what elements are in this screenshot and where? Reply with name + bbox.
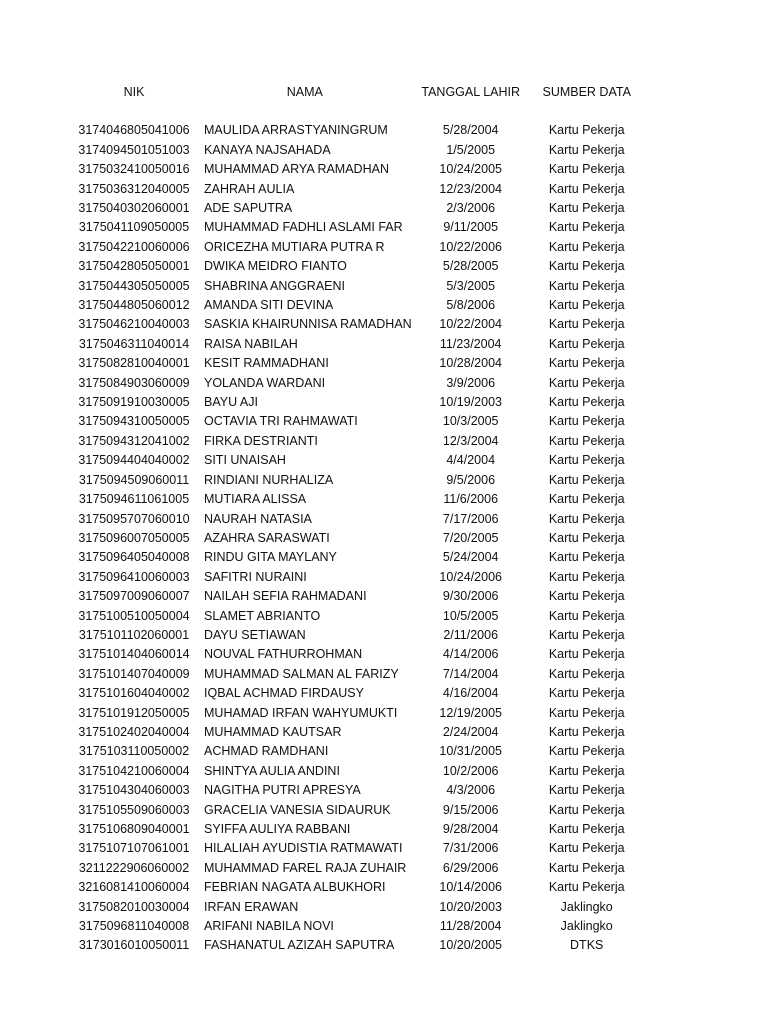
sumber-data-cell: Kartu Pekerja: [548, 763, 625, 778]
nama-cell: NOUVAL FATHURROHMAN: [204, 647, 363, 662]
nama-cell: AMANDA SITI DEVINA: [204, 298, 334, 313]
nik-cell: 3175094312041002: [78, 433, 190, 448]
tanggal-lahir-cell: 10/20/2003: [439, 899, 502, 914]
sumber-data-cell: Kartu Pekerja: [548, 880, 625, 895]
table-row: [70, 141, 644, 160]
table-row: [70, 704, 644, 723]
nama-cell: RAISA NABILAH: [204, 336, 298, 351]
tanggal-lahir-cell: 5/3/2005: [446, 278, 496, 293]
nik-cell: 3175097009060007: [78, 589, 190, 604]
header-spacer: [70, 102, 644, 121]
nik-cell: 3175042805050001: [78, 259, 190, 274]
table-row: [70, 568, 644, 587]
sumber-data-cell: Kartu Pekerja: [548, 492, 625, 507]
sumber-data-cell: Kartu Pekerja: [548, 375, 625, 390]
tanggal-lahir-cell: 3/9/2006: [446, 375, 496, 390]
sumber-data-cell: Kartu Pekerja: [548, 356, 625, 371]
nik-cell: 3175040302060001: [78, 201, 190, 216]
sumber-data-cell: Kartu Pekerja: [548, 724, 625, 739]
nama-cell: ARIFANI NABILA NOVI: [204, 919, 334, 934]
table-row: [70, 160, 644, 179]
nama-cell: GRACELIA VANESIA SIDAURUK: [204, 802, 391, 817]
nik-cell: 3174094501051003: [78, 142, 190, 157]
nik-cell: 3175082010030004: [78, 899, 190, 914]
header-nik: NIK: [123, 85, 145, 99]
sumber-data-cell: Kartu Pekerja: [548, 162, 625, 177]
nama-cell: KESIT RAMMADHANI: [204, 356, 329, 371]
table-row: [70, 490, 644, 509]
nik-cell: 3175102402040004: [78, 724, 190, 739]
sumber-data-cell: Jaklingko: [560, 899, 613, 914]
tanggal-lahir-cell: 10/5/2005: [442, 608, 499, 623]
tanggal-lahir-cell: 9/11/2005: [443, 220, 499, 235]
nama-cell: SHINTYA AULIA ANDINI: [204, 763, 340, 778]
nama-cell: DWIKA MEIDRO FIANTO: [204, 259, 347, 274]
nik-cell: 3175044805060012: [78, 298, 190, 313]
table-row: [70, 548, 644, 567]
nik-cell: 3211222906060002: [78, 860, 190, 875]
tanggal-lahir-cell: 5/28/2004: [442, 123, 499, 138]
sumber-data-cell: Kartu Pekerja: [548, 259, 625, 274]
nama-cell: MUTIARA ALISSA: [204, 492, 307, 507]
nik-cell: 3175042210060006: [78, 239, 190, 254]
nama-cell: ADE SAPUTRA: [204, 201, 293, 216]
tanggal-lahir-cell: 4/3/2006: [446, 783, 496, 798]
nama-cell: NAILAH SEFIA RAHMADANI: [204, 589, 367, 604]
table-row: [70, 762, 644, 781]
nama-cell: NAGITHA PUTRI APRESYA: [204, 783, 361, 798]
nama-cell: IRFAN ERAWAN: [204, 899, 299, 914]
table-row: [70, 781, 644, 800]
nik-cell: 3175082810040001: [78, 356, 190, 371]
nama-cell: MUHAMMAD FADHLI ASLAMI FAR: [204, 220, 403, 235]
sumber-data-cell: Kartu Pekerja: [548, 744, 625, 759]
nama-cell: RINDU GITA MAYLANY: [204, 550, 337, 565]
sumber-data-cell: Kartu Pekerja: [548, 395, 625, 410]
sumber-data-cell: Kartu Pekerja: [548, 298, 625, 313]
sumber-data-cell: Kartu Pekerja: [548, 841, 625, 856]
nama-cell: ORICEZHA MUTIARA PUTRA R: [204, 239, 385, 254]
nama-cell: OCTAVIA TRI RAHMAWATI: [204, 414, 358, 429]
nama-cell: DAYU SETIAWAN: [204, 627, 306, 642]
table-row: [70, 878, 644, 897]
nik-cell: 3175046311040014: [78, 336, 190, 351]
nama-cell: FIRKA DESTRIANTI: [204, 433, 318, 448]
nama-cell: FASHANATUL AZIZAH SAPUTRA: [204, 938, 395, 953]
tanggal-lahir-cell: 2/11/2006: [443, 627, 499, 642]
sumber-data-cell: Kartu Pekerja: [548, 783, 625, 798]
tanggal-lahir-cell: 1/5/2005: [446, 142, 496, 157]
header-row: [70, 82, 644, 102]
table-row: [70, 587, 644, 606]
nik-cell: 3175106809040001: [78, 822, 190, 837]
tanggal-lahir-cell: 10/24/2006: [439, 569, 502, 584]
nama-cell: KANAYA NAJSAHADA: [204, 142, 331, 157]
nik-cell: 3175104304060003: [78, 783, 190, 798]
nama-cell: ACHMAD RAMDHANI: [204, 744, 329, 759]
nama-cell: SHABRINA ANGGRAENI: [204, 278, 346, 293]
nama-cell: YOLANDA WARDANI: [204, 375, 326, 390]
tanggal-lahir-cell: 7/14/2004: [442, 666, 499, 681]
table-row: [70, 354, 644, 373]
sumber-data-cell: Kartu Pekerja: [548, 201, 625, 216]
nik-cell: 3175091910030005: [78, 395, 190, 410]
nama-cell: SYIFFA AULIYA RABBANI: [204, 822, 351, 837]
tanggal-lahir-cell: 11/6/2006: [443, 492, 499, 507]
tanggal-lahir-cell: 10/19/2003: [439, 395, 502, 410]
table-row: [70, 277, 644, 296]
table-row: [70, 238, 644, 257]
data-table: [70, 82, 644, 956]
tanggal-lahir-cell: 9/5/2006: [446, 472, 496, 487]
nik-cell: 3175094509060011: [78, 472, 190, 487]
nama-cell: MUHAMMAD KAUTSAR: [204, 724, 342, 739]
nama-cell: SLAMET ABRIANTO: [204, 608, 321, 623]
nik-cell: 3173016010050011: [78, 938, 190, 953]
sumber-data-cell: Kartu Pekerja: [548, 569, 625, 584]
table-row: [70, 626, 644, 645]
header-nama: NAMA: [286, 85, 323, 99]
sumber-data-cell: Kartu Pekerja: [548, 336, 625, 351]
table-row: [70, 898, 644, 917]
tanggal-lahir-cell: 10/28/2004: [439, 356, 502, 371]
nik-cell: 3175094310050005: [78, 414, 190, 429]
sumber-data-cell: Jaklingko: [560, 919, 613, 934]
tanggal-lahir-cell: 9/30/2006: [442, 589, 499, 604]
table-row: [70, 665, 644, 684]
nik-cell: 3175096410060003: [78, 569, 190, 584]
table-row: [70, 839, 644, 858]
tanggal-lahir-cell: 11/28/2004: [439, 919, 502, 934]
nik-cell: 3175100510050004: [78, 608, 190, 623]
table-row: [70, 257, 644, 276]
tanggal-lahir-cell: 10/22/2006: [439, 239, 502, 254]
table-row: [70, 374, 644, 393]
sumber-data-cell: Kartu Pekerja: [548, 647, 625, 662]
tanggal-lahir-cell: 10/31/2005: [439, 744, 502, 759]
nik-cell: 3175084903060009: [78, 375, 190, 390]
table-row: [70, 315, 644, 334]
table-row: [70, 393, 644, 412]
tanggal-lahir-cell: 4/16/2004: [442, 686, 499, 701]
table-row: [70, 607, 644, 626]
table-row: [70, 820, 644, 839]
header-tanggal-lahir: TANGGAL LAHIR: [421, 85, 521, 99]
tanggal-lahir-cell: 10/2/2006: [442, 763, 499, 778]
nama-cell: AZAHRA SARASWATI: [204, 530, 330, 545]
sumber-data-cell: Kartu Pekerja: [548, 822, 625, 837]
tanggal-lahir-cell: 12/23/2004: [439, 181, 502, 196]
nik-cell: 3175104210060004: [78, 763, 190, 778]
sumber-data-cell: Kartu Pekerja: [548, 278, 625, 293]
nama-cell: IQBAL ACHMAD FIRDAUSY: [204, 686, 364, 701]
nik-cell: 3175107107061001: [78, 841, 190, 856]
nik-cell: 3175094611061005: [78, 492, 190, 507]
sumber-data-cell: Kartu Pekerja: [548, 627, 625, 642]
table-row: [70, 742, 644, 761]
nama-cell: ZAHRAH AULIA: [204, 181, 295, 196]
nama-cell: RINDIANI NURHALIZA: [204, 472, 334, 487]
sumber-data-cell: Kartu Pekerja: [548, 802, 625, 817]
tanggal-lahir-cell: 5/24/2004: [442, 550, 499, 565]
nama-cell: FEBRIAN NAGATA ALBUKHORI: [204, 880, 386, 895]
tanggal-lahir-cell: 10/20/2005: [439, 938, 502, 953]
nik-cell: 3175101102060001: [78, 627, 190, 642]
nik-cell: 3175032410050016: [78, 162, 190, 177]
tanggal-lahir-cell: 10/3/2005: [442, 414, 499, 429]
sumber-data-cell: Kartu Pekerja: [548, 414, 625, 429]
sumber-data-cell: Kartu Pekerja: [548, 433, 625, 448]
sumber-data-cell: Kartu Pekerja: [548, 472, 625, 487]
nik-cell: 3175095707060010: [78, 511, 190, 526]
sumber-data-cell: Kartu Pekerja: [548, 589, 625, 604]
nik-cell: 3216081410060004: [78, 880, 190, 895]
tanggal-lahir-cell: 10/24/2005: [439, 162, 502, 177]
tanggal-lahir-cell: 11/23/2004: [439, 336, 502, 351]
sumber-data-cell: Kartu Pekerja: [548, 181, 625, 196]
sumber-data-cell: DTKS: [570, 938, 604, 953]
nama-cell: SASKIA KHAIRUNNISA RAMADHAN: [204, 317, 412, 332]
sumber-data-cell: Kartu Pekerja: [548, 123, 625, 138]
nama-cell: HILALIAH AYUDISTIA RATMAWATI: [204, 841, 403, 856]
tanggal-lahir-cell: 12/3/2004: [442, 433, 499, 448]
tanggal-lahir-cell: 9/15/2006: [442, 802, 499, 817]
table-row: [70, 412, 644, 431]
table-row: [70, 335, 644, 354]
nik-cell: 3175101604040002: [78, 686, 190, 701]
tanggal-lahir-cell: 7/20/2005: [442, 530, 499, 545]
tanggal-lahir-cell: 7/31/2006: [442, 841, 499, 856]
sumber-data-cell: Kartu Pekerja: [548, 608, 625, 623]
nama-cell: MUHAMAD IRFAN WAHYUMUKTI: [204, 705, 398, 720]
sumber-data-cell: Kartu Pekerja: [548, 860, 625, 875]
table-row: [70, 645, 644, 664]
tanggal-lahir-cell: 12/19/2005: [439, 705, 502, 720]
header-sumber-data: SUMBER DATA: [542, 85, 631, 99]
table-row: [70, 684, 644, 703]
nama-cell: MUHAMMAD ARYA RAMADHAN: [204, 162, 389, 177]
nama-cell: SAFITRI NURAINI: [204, 569, 307, 584]
nik-cell: 3175101912050005: [78, 705, 190, 720]
table-row: [70, 296, 644, 315]
tanggal-lahir-cell: 4/14/2006: [442, 647, 499, 662]
table-row: [70, 451, 644, 470]
nama-cell: MUHAMMAD SALMAN AL FARIZY: [204, 666, 399, 681]
table-body: [70, 121, 644, 955]
nik-cell: 3175096007050005: [78, 530, 190, 545]
table-row: [70, 471, 644, 490]
nama-cell: MUHAMMAD FAREL RAJA ZUHAIR: [204, 860, 407, 875]
nik-cell: 3175044305050005: [78, 278, 190, 293]
nik-cell: 3175094404040002: [78, 453, 190, 468]
sumber-data-cell: Kartu Pekerja: [548, 317, 625, 332]
tanggal-lahir-cell: 2/24/2004: [442, 724, 499, 739]
table-row: [70, 859, 644, 878]
sumber-data-cell: Kartu Pekerja: [548, 666, 625, 681]
nik-cell: 3175101404060014: [78, 647, 190, 662]
tanggal-lahir-cell: 5/28/2005: [442, 259, 499, 274]
tanggal-lahir-cell: 9/28/2004: [442, 822, 499, 837]
table-row: [70, 180, 644, 199]
tanggal-lahir-cell: 10/22/2004: [439, 317, 502, 332]
sumber-data-cell: Kartu Pekerja: [548, 550, 625, 565]
tanggal-lahir-cell: 7/17/2006: [442, 511, 499, 526]
nama-cell: SITI UNAISAH: [204, 453, 286, 468]
table-row: [70, 936, 644, 955]
nik-cell: 3175096811040008: [78, 919, 190, 934]
table-row: [70, 510, 644, 529]
sumber-data-cell: Kartu Pekerja: [548, 453, 625, 468]
table-row: [70, 432, 644, 451]
sumber-data-cell: Kartu Pekerja: [548, 239, 625, 254]
table-row: [70, 218, 644, 237]
nik-cell: 3175105509060003: [78, 802, 190, 817]
tanggal-lahir-cell: 6/29/2006: [442, 860, 499, 875]
nik-cell: 3175041109050005: [78, 220, 190, 235]
tanggal-lahir-cell: 5/8/2006: [446, 298, 496, 313]
table-row: [70, 199, 644, 218]
tanggal-lahir-cell: 4/4/2004: [446, 453, 496, 468]
sumber-data-cell: Kartu Pekerja: [548, 142, 625, 157]
nik-cell: 3174046805041006: [78, 123, 190, 138]
nik-cell: 3175036312040005: [78, 181, 190, 196]
nik-cell: 3175046210040003: [78, 317, 190, 332]
table-row: [70, 801, 644, 820]
sumber-data-cell: Kartu Pekerja: [548, 686, 625, 701]
table-row: [70, 529, 644, 548]
tanggal-lahir-cell: 2/3/2006: [446, 201, 496, 216]
nik-cell: 3175101407040009: [78, 666, 190, 681]
table-row: [70, 121, 644, 140]
nama-cell: BAYU AJI: [204, 395, 258, 410]
sumber-data-cell: Kartu Pekerja: [548, 220, 625, 235]
sumber-data-cell: Kartu Pekerja: [548, 530, 625, 545]
table-row: [70, 723, 644, 742]
nama-cell: MAULIDA ARRASTYANINGRUM: [204, 123, 388, 138]
sumber-data-cell: Kartu Pekerja: [548, 705, 625, 720]
nama-cell: NAURAH NATASIA: [204, 511, 312, 526]
table-row: [70, 917, 644, 936]
tanggal-lahir-cell: 10/14/2006: [439, 880, 502, 895]
nik-cell: 3175096405040008: [78, 550, 190, 565]
nik-cell: 3175103110050002: [78, 744, 190, 759]
sumber-data-cell: Kartu Pekerja: [548, 511, 625, 526]
